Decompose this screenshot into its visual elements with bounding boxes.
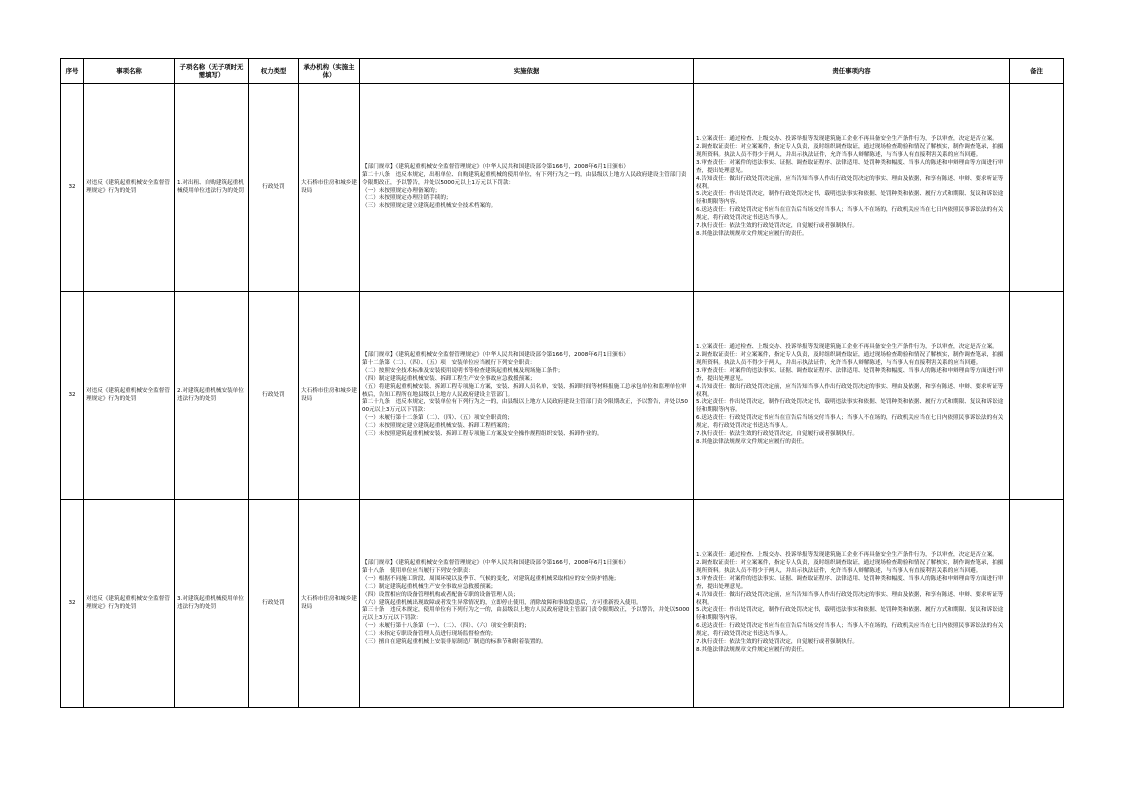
- header-remarks: 备注: [1010, 59, 1064, 84]
- header-responsibility: 责任事项内容: [694, 59, 1010, 84]
- cell-remarks: [1010, 84, 1064, 292]
- cell-responsibility: 1.立案责任：通过检查、上级交办、投诉举报等发现建筑施工企业不再具备安全生产条件行为，予以审查，决定是否立案。 2.调查取证责任：对立案案件，指定专人负责，及时组织调查取证，通过现场检查勘验和情况了解核实，制作调查笔录，拍摄现所资料。执法人员不得少于两人，并出示执法证件，允许当事人辩解陈述，与当事人有直接利害关系的应当回避。 3.审查责任：对案件的违法事实、证据、调查取证程序、法律适用、处罚种类和幅度、当事人的陈述和申辩理由等方面进行审查，提出处理意见。 4.告知责任：做出行政处罚决定前，应当告知当事人作出行政处罚决定的事实、理由及依据，和享有陈述、申辩、要求听证等权利。 5.决定责任：作出处罚决定，制作行政处罚决定书，载明违法事实和依据、处罚种类和依据、履行方式和期限、复议和诉讼途径和期限等内容。 6.送达责任：行政处罚决定书应当在宣告后当场交付当事人；当事人不在场的，行政机关应当在七日内依照民事诉讼法的有关规定，将行政处罚决定书送达当事人。 7.执行责任：依法生效的行政处罚决定，自觉履行或者强制执行。 8.其他法律法规规章文件规定应履行的责任。: [694, 292, 1010, 500]
- cell-power-type: 行政处罚: [249, 292, 299, 500]
- header-organization: 承办机构（实施主体）: [299, 59, 360, 84]
- header-sub-item: 子项名称（无子项时无需填写）: [175, 59, 249, 84]
- cell-sub-item: 3.对建筑起重机械使用单位违法行为的处罚: [175, 500, 249, 708]
- cell-item-name: 对违反《建筑起重机械安全监督管理规定》行为的处罚: [84, 84, 175, 292]
- cell-power-type: 行政处罚: [249, 84, 299, 292]
- cell-organization: 大石桥市住房和城乡建设局: [299, 84, 360, 292]
- header-basis: 实施依据: [360, 59, 694, 84]
- cell-power-type: 行政处罚: [249, 500, 299, 708]
- table-row: [61, 292, 1064, 500]
- header-no: 序号: [61, 59, 84, 84]
- cell-no: 32: [61, 292, 84, 500]
- table-row: [61, 84, 1064, 292]
- cell-responsibility: 1.立案责任：通过检查、上级交办、投诉举报等发现建筑施工企业不再具备安全生产条件行为，予以审查，决定是否立案。 2.调查取证责任：对立案案件，指定专人负责，及时组织调查取证，通过现场检查勘验和情况了解核实，制作调查笔录，拍摄现所资料。执法人员不得少于两人，并出示执法证件，允许当事人辩解陈述，与当事人有直接利害关系的应当回避。 3.审查责任：对案件的违法事实、证据、调查取证程序、法律适用、处罚种类和幅度、当事人的陈述和申辩理由等方面进行审查，提出处理意见。 4.告知责任：做出行政处罚决定前，应当告知当事人作出行政处罚决定的事实、理由及依据，和享有陈述、申辩、要求听证等权利。 5.决定责任：作出处罚决定，制作行政处罚决定书，载明违法事实和依据、处罚种类和依据、履行方式和期限、复议和诉讼途径和期限等内容。 6.送达责任：行政处罚决定书应当在宣告后当场交付当事人；当事人不在场的，行政机关应当在七日内依照民事诉讼法的有关规定，将行政处罚决定书送达当事人。 7.执行责任：依法生效的行政处罚决定，自觉履行或者强制执行。 8.其他法律法规规章文件规定应履行的责任。: [694, 84, 1010, 292]
- cell-item-name: 对违反《建筑起重机械安全监督管理规定》行为的处罚: [84, 292, 175, 500]
- responsibility-table: [60, 58, 1064, 708]
- header-item-name: 事项名称: [84, 59, 175, 84]
- cell-organization: 大石桥市住房和城乡建设局: [299, 500, 360, 708]
- cell-sub-item: 2.对建筑起重机械安装单位违法行为的处罚: [175, 292, 249, 500]
- header-power-type: 权力类型: [249, 59, 299, 84]
- cell-item-name: 对违反《建筑起重机械安全监督管理规定》行为的处罚: [84, 500, 175, 708]
- cell-basis: 【部门规章】《建筑起重机械安全监督管理规定》（中华人民共和国建设部令第166号，2008年6月1日颁布） 第十二条第（二）、（四）、（五）项 安装单位应当履行下列安全职责： （二）按照安全技术标准及安装使用说明书等检查建筑起重机械及现场施工条件； （四）制定建筑起重机械安装、拆卸工程生产安全事故应急救援预案； （五）将建筑起重机械安装、拆卸工程专项施工方案，安装、拆卸人员名单，安装、拆卸时间等材料报施工总承包单位和监理单位审核后，告知工程所在地县级以上地方人民政府建设主管部门。 第二十九条 违反本规定，安装单位有下列行为之一的，由县级以上地方人民政府建设主管部门责令限期改正，予以警告，并处以5000元以上3万元以下罚款： （一）未履行第十二条第（二）、（四）、（五）项安全职责的； （二）未按照规定建立建筑起重机械安装、拆卸工程档案的； （三）未按照建筑起重机械安装、拆卸工程专项施工方案及安全操作规程组织安装、拆卸作业的。: [360, 292, 694, 500]
- cell-remarks: [1010, 500, 1064, 708]
- cell-remarks: [1010, 292, 1064, 500]
- cell-no: 32: [61, 84, 84, 292]
- table-row: [61, 500, 1064, 708]
- cell-organization: 大石桥市住房和城乡建设局: [299, 292, 360, 500]
- cell-sub-item: 1.对出租、自购建筑起重机械使用单位违法行为的处罚: [175, 84, 249, 292]
- cell-basis: 【部门规章】《建筑起重机械安全监督管理规定》（中华人民共和国建设部令第166号，2008年6月1日颁布） 第二十八条 违反本规定，出租单位、自购建筑起重机械的使用单位，有下列行为之一的，由县级以上地方人民政府建设主管部门责令限期改正，予以警告，并处以5000元以上1万元以下罚款： （一）未按照规定办理备案的； （二）未按照规定办理注销手续的； （三）未按照规定建立建筑起重机械安全技术档案的。: [360, 84, 694, 292]
- cell-responsibility: 1.立案责任：通过检查、上级交办、投诉举报等发现建筑施工企业不再具备安全生产条件行为，予以审查，决定是否立案。 2.调查取证责任：对立案案件，指定专人负责，及时组织调查取证，通过现场检查勘验和情况了解核实，制作调查笔录，拍摄现所资料。执法人员不得少于两人，并出示执法证件，允许当事人辩解陈述，与当事人有直接利害关系的应当回避。 3.审查责任：对案件的违法事实、证据、调查取证程序、法律适用、处罚种类和幅度、当事人的陈述和申辩理由等方面进行审查，提出处理意见。 4.告知责任：做出行政处罚决定前，应当告知当事人作出行政处罚决定的事实、理由及依据，和享有陈述、申辩、要求听证等权利。 5.决定责任：作出处罚决定，制作行政处罚决定书，载明违法事实和依据、处罚种类和依据、履行方式和期限、复议和诉讼途径和期限等内容。 6.送达责任：行政处罚决定书应当在宣告后当场交付当事人；当事人不在场的，行政机关应当在七日内依照民事诉讼法的有关规定，将行政处罚决定书送达当事人。 7.执行责任：依法生效的行政处罚决定，自觉履行或者强制执行。 8.其他法律法规规章文件规定应履行的责任。: [694, 500, 1010, 708]
- header-row: [61, 59, 1064, 84]
- cell-basis: 【部门规章】《建筑起重机械安全监督管理规定》（中华人民共和国建设部令第166号，2008年6月1日颁布） 第十八条 使用单位应当履行下列安全职责： （一）根据不同施工阶段、周围环境以及季节、气候的变化，对建筑起重机械采取相应的安全防护措施； （二）制定建筑起重机械生产安全事故应急救援预案； （四）设置相应的设备管理机构或者配备专职的设备管理人员； （六）建筑起重机械出现故障或者发生异常情况的，立即停止使用，消除故障和事故隐患后，方可重新投入使用。 第三十条 违反本规定，使用单位有下列行为之一的，由县级以上地方人民政府建设主管部门责令限期改正，予以警告，并处以5000元以上3万元以下罚款： （一）未履行第十八条第（一）、（二）、（四）、（六）项安全职责的； （二）未指定专职设备管理人员进行现场监督检查的； （三）擅自在建筑起重机械上安装非原制造厂制造的标准节和附着装置的。: [360, 500, 694, 708]
- cell-no: 32: [61, 500, 84, 708]
